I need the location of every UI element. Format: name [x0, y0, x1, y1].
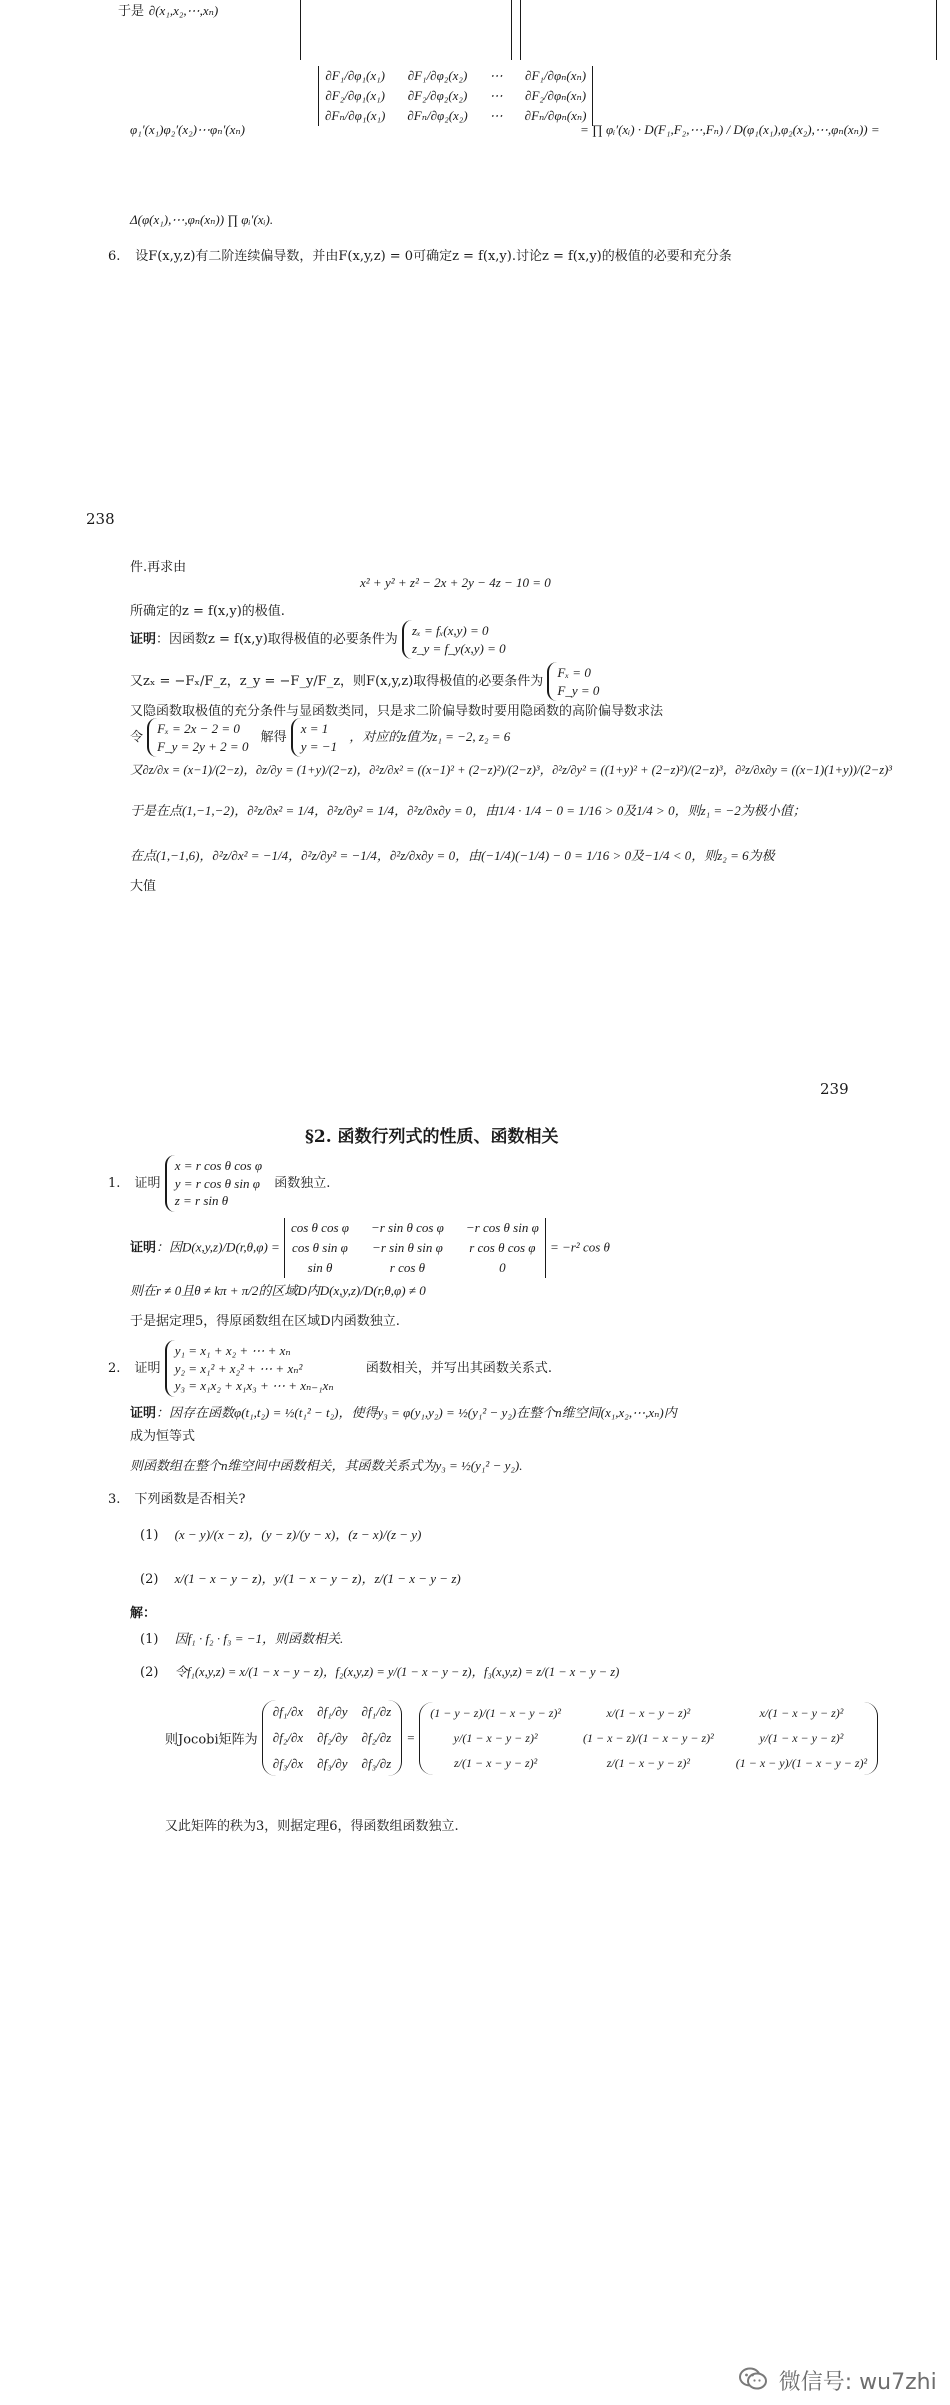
q3-item1-label: (1) [140, 1528, 159, 1543]
q3-solution-2 [140, 1662, 619, 1680]
q6-line5-eq2: F_y = 2y + 2 = 0 [157, 738, 249, 754]
top-prefix-line [118, 0, 218, 19]
q3-final: 又此矩阵的秩为3，则据定理6，得函数组函数独立. [165, 1819, 459, 1834]
jac-right-cell: z/(1 − x − y − z)² [606, 1755, 690, 1770]
q2-eq2: y₂ = x₁² + x₂² + ⋯ + xₙ² [174, 1360, 303, 1376]
top-det-cell: ∂F₁/∂φ₂(x₂) [407, 68, 468, 83]
top-last-line-text: Δ(φ(x₁),⋯,φₙ(xₙ)) ∏ φᵢ′(xᵢ). [130, 212, 274, 227]
q6-line3-text: 又zₓ = −Fₓ/F_z，z_y = −F_y/F_z，则F(x,y,z)取得极值的必要条件为 [130, 674, 544, 690]
q6-line3 [130, 662, 607, 701]
question-6 [108, 245, 732, 264]
q6-line5-system2 [291, 718, 345, 757]
top-determinant-grid [325, 68, 586, 124]
q6-continuation: 件.再求由 [130, 560, 187, 575]
top-mid-rhs [580, 120, 880, 138]
top-det-cell: ∂F₁/∂φ₁(x₁) [325, 68, 385, 83]
q6-proof-system [402, 620, 514, 659]
top-mid-line [130, 120, 245, 138]
top-mid-prefix: φ₁′(x₁)φ₂′(x₂)⋯φₙ′(xₙ) [130, 122, 246, 137]
q3-sol1-text: 因f₁ · f₂ · f₃ = −1，则函数相关. [174, 1631, 344, 1646]
q1-det-cell: sin θ [307, 1260, 333, 1275]
jac-left-cell: ∂f₃/∂y [317, 1756, 348, 1771]
jac-left-cell: ∂f₃/∂z [361, 1756, 392, 1771]
page-number-238: 238 [86, 510, 115, 528]
q2-eq1: y₁ = x₁ + x₂ + ⋯ + xₙ [174, 1343, 291, 1358]
q6-line5-eq1: Fₓ = 2x − 2 = 0 [157, 721, 240, 736]
jac-right-cell: (1 − y − z)/(1 − x − y − z)² [430, 1705, 561, 1720]
top-det-cell: ∂Fₙ/∂φ₁(x₁) [325, 108, 386, 123]
proof-label: 证明 [130, 632, 157, 648]
q1-eq3: z = r sin θ [174, 1193, 229, 1209]
q3-jacobi-right-matrix [419, 1702, 878, 1775]
question-1 [108, 1155, 330, 1212]
top-prefix: 于是 [118, 4, 145, 19]
top-det-cell: ∂F₂/∂φₙ(xₙ) [525, 88, 587, 103]
q6-equation: x² + y² + z² − 2x + 2y − 4z − 10 = 0 [360, 575, 551, 590]
jac-right-cell: y/(1 − x − y − z)² [759, 1730, 844, 1745]
question-2 [108, 1340, 552, 1397]
section-title: §2. 函数行列式的性质、函数相关 [305, 1127, 559, 1147]
top-jacobian-label: ∂(x₁,x₂,⋯,xₙ) [148, 3, 219, 18]
jac-left-cell: ∂f₁/∂x [272, 1704, 304, 1719]
q3-item2-label: (2) [140, 1572, 159, 1587]
top-mid-rhs-text: = ∏ φᵢ′(xᵢ) · D(F₁,F₂,⋯,Fₙ) / D(φ₁(x₁),φ₂(x₂),⋯,φₙ(xₙ)) = [580, 122, 880, 137]
q3-jacobi-right-grid [430, 1706, 867, 1771]
q1-det-cell: −r sin θ sin φ [372, 1240, 443, 1255]
q3-sol2-text: 令f₁(x,y,z) = x/(1 − x − y − z)，f₂(x,y,z) = y/(1 − x − y − z)，f₃(x,y,z) = z/(1 − x − y − z) [174, 1665, 620, 1679]
q6-line8: 在点(1,−1,6)，∂²z/∂x² = −1/4，∂²z/∂y² = −1/4，∂²z/∂x∂y = 0，由(−1/4)(−1/4) − 0 = 1/16 > 0及−1/4 < 0，则z₂ = 6为极 [130, 848, 775, 863]
q2-eq3: y₃ = x₁x₂ + x₁x₃ + ⋯ + xₙ₋₁xₙ [174, 1378, 334, 1394]
q6-line3-eq2: F_y = 0 [557, 682, 600, 698]
jac-right-cell: (1 − x − z)/(1 − x − y − z)² [582, 1730, 714, 1745]
q3-item-1 [140, 1524, 421, 1543]
question-1-system [165, 1155, 270, 1212]
jac-left-cell: ∂f₂/∂x [272, 1730, 304, 1745]
question-6-number: 6. [108, 249, 121, 264]
q3-jacobi-label: 则Jocobi矩阵为 [165, 1732, 258, 1748]
q1-det-cell: cos θ sin φ [292, 1240, 348, 1255]
q1-det-cell: −r sin θ cos φ [370, 1220, 444, 1235]
q1-line-b: 于是据定理5，得原函数组在区域D内函数独立. [130, 1314, 400, 1329]
q6-line5-pre: 令 [130, 730, 144, 746]
q1-det-cell: 0 [499, 1260, 506, 1275]
q3-solution-1 [140, 1628, 343, 1647]
q2-proof-text: ：因存在函数φ(t₁,t₂) = ½(t₁² − t₂)，使得y₃ = φ(y₁,y₂) = ½(y₁² − y₂)在整个n维空间(x₁,x₂,⋯,xₙ)内 [156, 1405, 677, 1420]
top-partial-determinant-left [300, 0, 512, 60]
q3-jacobi-left-grid [273, 1704, 391, 1772]
top-det-cell: ⋯ [489, 88, 503, 103]
q6-line9: 大值 [130, 879, 157, 894]
question-1-number: 1. [108, 1175, 121, 1191]
q2-line-c: 则函数组在整个n维空间中函数相关，其函数关系式为y₃ = ½(y₁² − y₂). [130, 1458, 523, 1473]
q1-determinant-grid [291, 1220, 539, 1276]
q1-determinant [284, 1218, 546, 1278]
top-det-cell: ∂F₂/∂φ₁(x₁) [325, 88, 385, 103]
q3-item2-exprs: x/(1 − x − y − z)，y/(1 − x − y − z)，z/(1 − x − y − z) [174, 1571, 461, 1586]
page-number-239: 239 [820, 1080, 849, 1098]
watermark [738, 2365, 937, 2396]
q2-proof-label: 证明 [130, 1406, 157, 1421]
q6-line5-system [147, 718, 256, 757]
jac-left-cell: ∂f₃/∂x [272, 1756, 304, 1771]
top-det-cell: ⋯ [489, 68, 503, 83]
question-6-text: 设F(x,y,z)有二阶连续偏导数，并由F(x,y,z) = 0可确定z = f(x,y).讨论z = f(x,y)的极值的必要和充分条 [135, 249, 732, 264]
q2-proof [130, 1402, 677, 1421]
q1-det-cell: r cos θ [389, 1260, 426, 1275]
q1-proof-result: = −r² cos θ [549, 1239, 610, 1255]
q6-line3-eq1: Fₓ = 0 [557, 665, 591, 680]
q1-eq1: x = r cos θ cos φ [174, 1158, 263, 1173]
q3-solution-label: 解： [130, 1606, 157, 1621]
q3-jacobi-left-matrix [262, 1700, 402, 1776]
question-2-post: 函数相关，并写出其函数关系式. [365, 1360, 552, 1376]
q1-det-cell: −r cos θ sin φ [465, 1220, 539, 1235]
q1-eq2: y = r cos θ sin φ [174, 1175, 260, 1191]
q6-line2: 所确定的z = f(x,y)的极值. [130, 604, 285, 619]
q1-det-cell: cos θ cos φ [290, 1220, 349, 1235]
q6-line4: 又隐函数取极值的充分条件与显函数类同，只是求二阶偏导数时要用隐函数的高阶偏导数求法 [130, 704, 664, 719]
question-3-number: 3. [108, 1492, 121, 1507]
jac-right-cell: y/(1 − x − y − z)² [453, 1730, 538, 1745]
q3-jacobi: 则Jocobi矩阵为 ∂f₁/∂x ∂f₁/∂y ∂f₁/∂z ∂f₂/∂x ∂f₂/∂y ∂f₂/∂z ∂f₃/∂x ∂f₃/∂y ∂f₃/∂z = (1 − y − z)/(1 − x − y − z)² x/(1 − x − y − z)² x/(1 − x − y − z)² y/(1 − x − y − z)² (1 − x − z)/(1 − x − y − z)² y/(1 − x − y − z)² z/(1 − x − y − z)² z/(1 − x − y − z)² (1 − x − y)/(1 − x − y − z)² [165, 1700, 878, 1776]
question-2-pre: 证明 [134, 1360, 161, 1376]
q6-line3-system [547, 662, 607, 701]
q6-proof-line [130, 620, 514, 659]
q2-proof-line2: 成为恒等式 [130, 1429, 196, 1444]
jac-right-cell: x/(1 − x − y − z)² [606, 1705, 691, 1720]
q6-line5-sol2: y = −1 [300, 738, 338, 754]
jac-left-cell: ∂f₂/∂z [361, 1730, 392, 1745]
jac-left-cell: ∂f₁/∂y [317, 1704, 348, 1719]
q6-line5-post: ，对应的z值为z₁ = −2, z₂ = 6 [349, 729, 511, 745]
jac-right-cell: z/(1 − x − y − z)² [454, 1755, 538, 1770]
q1-proof-label: 证明 [130, 1240, 157, 1256]
top-det-cell: ∂F₂/∂φ₂(x₂) [407, 88, 468, 103]
q6-proof-eq1: zₓ = fₓ(x,y) = 0 [411, 623, 489, 638]
question-2-number: 2. [108, 1360, 121, 1376]
q6-proof-text: ：因函数z = f(x,y)取得极值的必要条件为 [156, 632, 398, 648]
q3-sol2-label: (2) [140, 1665, 159, 1680]
q1-proof-text: ：因D(x,y,z)/D(r,θ,φ) = [156, 1239, 280, 1255]
q6-line5-sol1: x = 1 [300, 721, 329, 736]
q6-line7: 于是在点(1,−1,−2)，∂²z/∂x² = 1/4，∂²z/∂y² = 1/4，∂²z/∂x∂y = 0，由1/4 · 1/4 − 0 = 1/16 > 0及1/4 > 0，则z₁ = −2为极小值； [130, 803, 806, 818]
q6-line5-mid: 解得 [260, 730, 287, 746]
wechat-icon [738, 2366, 768, 2396]
question-2-system [165, 1340, 342, 1397]
q3-sol1-label: (1) [140, 1632, 159, 1647]
jac-left-cell: ∂f₂/∂y [317, 1730, 348, 1745]
q6-proof-eq2: z_y = f_y(x,y) = 0 [411, 640, 506, 656]
q1-det-cell: r cos θ cos φ [469, 1240, 536, 1255]
question-3 [108, 1488, 246, 1507]
top-last-line [130, 210, 273, 228]
top-det-cell: ∂Fₙ/∂φ₂(x₂) [407, 108, 468, 123]
question-1-pre: 证明 [134, 1175, 161, 1191]
top-det-cell: ∂F₁/∂φₙ(xₙ) [525, 68, 587, 83]
q6-line6: 又∂z/∂x = (x−1)/(2−z)，∂z/∂y = (1+y)/(2−z)，∂²z/∂x² = ((x−1)² + (2−z)²)/(2−z)³，∂²z/∂y² = ((1+y)² + (2−z)²)/(2−z)³，∂²z/∂x∂y = ((x−1)(1+y))/(2−z)³ [130, 763, 892, 777]
top-det-cell: ⋯ [489, 108, 503, 123]
top-partial-determinant-right [520, 0, 937, 60]
watermark-text: 微信号: wu7zhi [778, 2370, 937, 2395]
top-det-cell: ∂Fₙ/∂φₙ(xₙ) [524, 108, 587, 123]
q3-item-2 [140, 1568, 461, 1587]
jac-left-cell: ∂f₁/∂z [361, 1704, 392, 1719]
q1-proof [130, 1218, 610, 1278]
jac-right-cell: (1 − x − y)/(1 − x − y − z)² [735, 1755, 868, 1770]
q3-item1-exprs: (x − y)/(x − z)，(y − z)/(y − x)，(z − x)/(z − y) [174, 1527, 422, 1542]
q6-line5 [130, 718, 510, 757]
question-3-text: 下列函数是否相关? [134, 1492, 246, 1507]
top-determinant [318, 66, 593, 126]
question-1-post: 函数独立. [274, 1175, 331, 1191]
jac-right-cell: x/(1 − x − y − z)² [759, 1705, 844, 1720]
q1-line-a: 则在r ≠ 0且θ ≠ kπ + π/2的区域D内D(x,y,z)/D(r,θ,φ) ≠ 0 [130, 1283, 426, 1298]
